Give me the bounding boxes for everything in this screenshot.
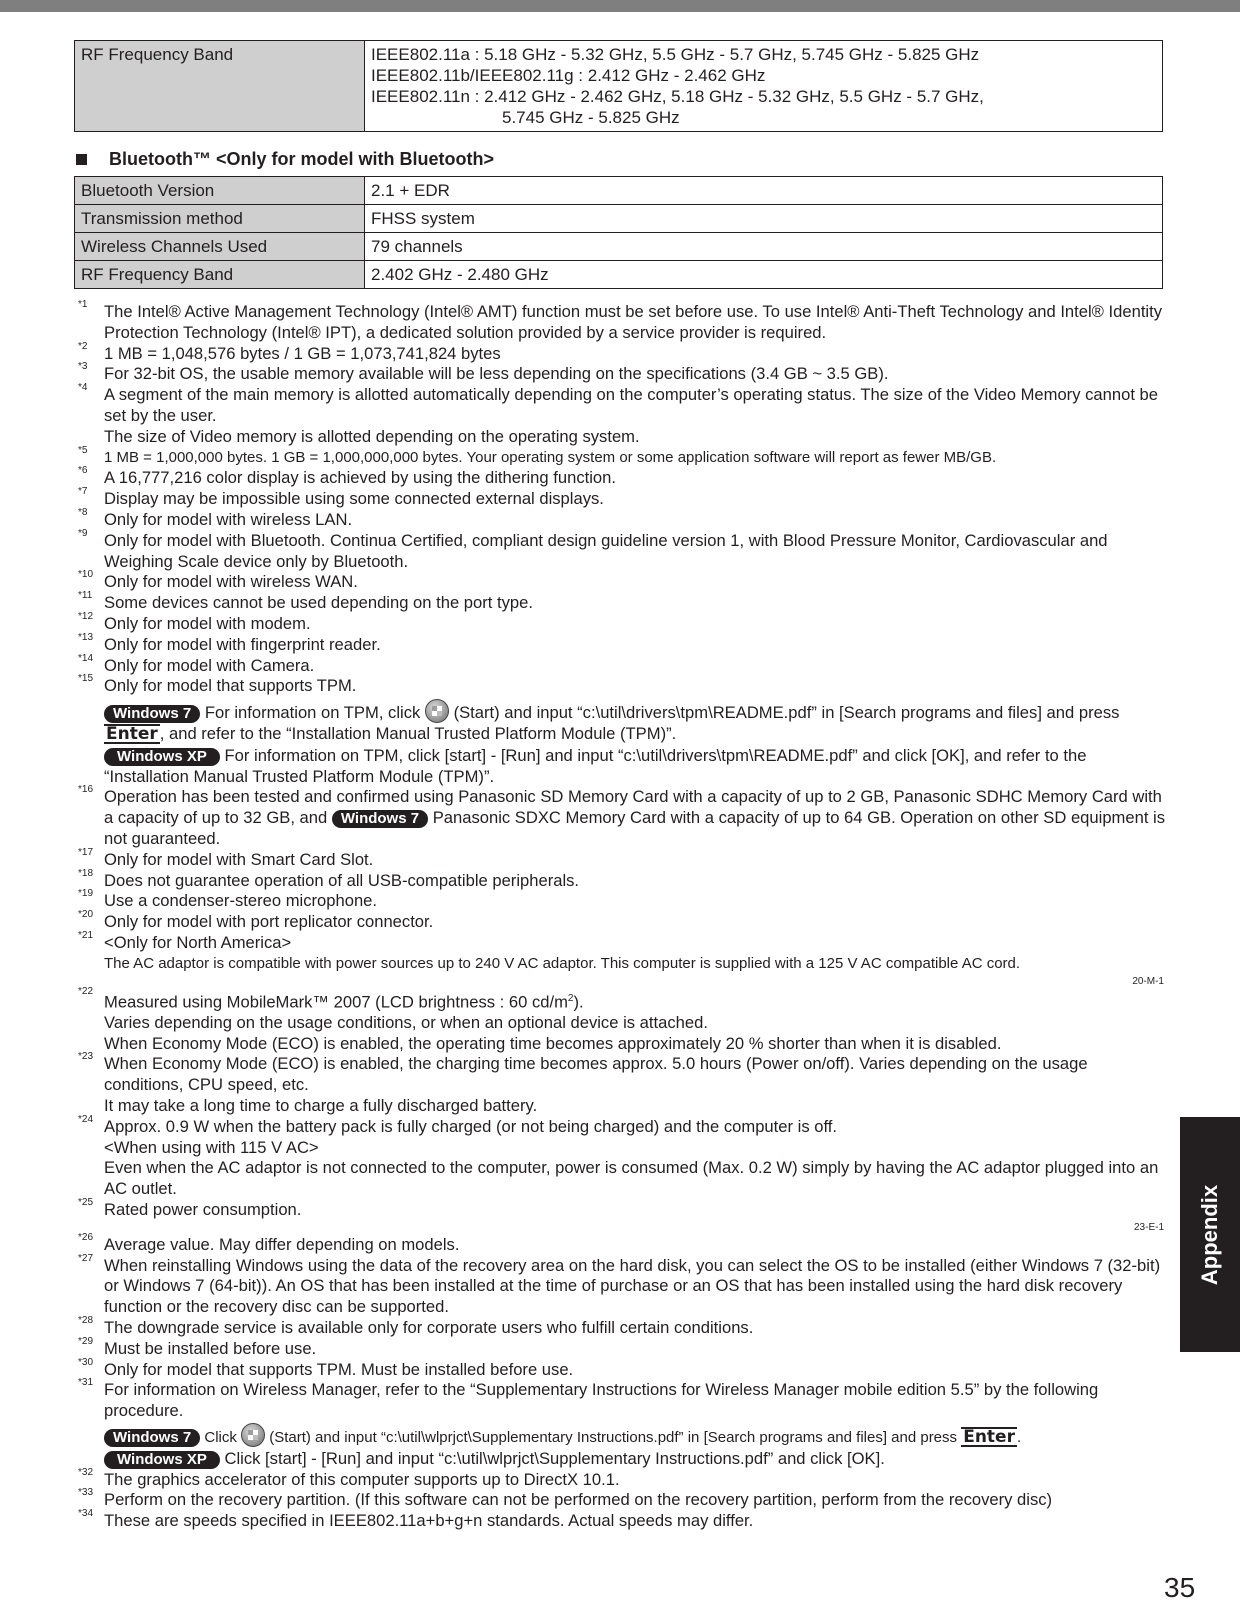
footnote-number: *2 <box>78 340 88 352</box>
footnote-text: The AC adaptor is compatible with power sources up to 240 V AC adaptor. This computer is supplied with a 125 V AC compatible AC cord. <box>104 954 1021 972</box>
footnote-number: *11 <box>78 590 93 602</box>
rf-band-line: 5.745 GHz - 5.825 GHz <box>502 108 680 127</box>
footnote-text: Only for model with port replicator connector. <box>104 912 434 932</box>
footnote <box>78 569 1168 593</box>
footnote-number: *6 <box>78 465 88 477</box>
spec-label: Bluetooth Version <box>75 177 365 205</box>
footnote <box>78 867 1168 892</box>
spec-label: Wireless Channels Used <box>75 233 365 261</box>
footnote-text: Must be installed before use. <box>104 1338 317 1358</box>
footnote <box>78 1113 1168 1200</box>
rf-band-line: IEEE802.11b/IEEE802.11g : 2.412 GHz - 2.462 GHz <box>371 66 766 85</box>
footnote <box>78 506 1168 531</box>
footnote-text: <Only for North America> <box>104 932 292 952</box>
footnote-text: The size of Video memory is allotted depending on the operating system. <box>104 426 640 446</box>
document-code: 23-E-1 <box>1133 1221 1164 1233</box>
footnote <box>78 382 1168 447</box>
footnote-text: When Economy Mode (ECO) is enabled, the charging time becomes approx. 5.0 hours (Power on/off). Varies depending on the usage conditions, CPU speed, etc. <box>104 1054 1088 1095</box>
footnote <box>78 361 1168 385</box>
footnote-text: <When using with 115 V AC> <box>104 1137 319 1157</box>
spec-label: RF Frequency Band <box>75 261 365 289</box>
footnote <box>78 1377 1168 1469</box>
table-row <box>75 261 1163 289</box>
footnote-number: *9 <box>78 527 88 539</box>
instruction-text: (Start) and input “c:\util\drivers\tpm\README.pdf” in [Search programs and files] and press <box>453 703 1120 723</box>
footnote <box>78 610 1168 635</box>
footnote-number: *28 <box>78 1314 94 1326</box>
spec-value: 2.402 GHz - 2.480 GHz <box>365 261 1163 289</box>
footnote-text: Does not guarantee operation of all USB-compatible peripherals. <box>104 870 580 890</box>
footnote <box>78 1051 1168 1116</box>
footnote-text: When Economy Mode (ECO) is enabled, the operating time becomes approximately 20 % shorter than when it is disabled. <box>104 1033 1002 1053</box>
footnote-text: ). <box>573 992 584 1012</box>
footnote-text: The Intel® Active Management Technology (Intel® AMT) function must be set before use. To use Intel® Anti-Theft Technology and Intel® Identity Protection Technology (Intel® IPT), a dedicated solution provided by a service provider is required. <box>104 302 1163 342</box>
footnote-number: *33 <box>78 1487 94 1499</box>
bluetooth-spec-table <box>74 176 1163 289</box>
footnote-text: A 16,777,216 color display is achieved by using the dithering function. <box>104 468 616 488</box>
footnote-text: Only for model with Bluetooth. Continua Certified, compliant design guideline version 1, with Blood Pressure Monitor, Cardiovascular and Weighing Scale device only by Bluetooth. <box>104 530 1108 571</box>
footnote-text: Approx. 0.9 W when the battery pack is fully charged (or not being charged) and the computer is off. <box>104 1116 837 1136</box>
footnote <box>78 888 1168 912</box>
footnote-number: *23 <box>78 1051 94 1063</box>
footnote-number: *26 <box>78 1231 94 1243</box>
section-heading-text: Bluetooth™ <Only for model with Bluetooth> <box>109 149 494 169</box>
footnote-number: *31 <box>78 1377 94 1389</box>
footnote-number: *18 <box>78 867 94 879</box>
table-row <box>75 177 1163 205</box>
footnote <box>78 590 1168 614</box>
footnote-number: *15 <box>78 673 94 685</box>
instruction-text: (Start) and input “c:\util\wlprjct\Supplementary Instructions.pdf” in [Search programs and files] and press <box>269 1428 958 1446</box>
footnote-text: Average value. May differ depending on models. <box>104 1234 460 1254</box>
footnote <box>78 784 1168 849</box>
footnote-number: *30 <box>78 1356 94 1368</box>
footnote <box>78 444 1168 469</box>
footnote-number: *3 <box>78 361 88 373</box>
footnote-text: Panasonic SDXC Memory Card with a capacity of up to 64 GB. Operation on other SD equipment is not guaranteed. <box>104 808 1166 848</box>
footnote-number: *25 <box>78 1197 94 1208</box>
footnote-number: *16 <box>78 784 94 796</box>
instruction-text: For information on TPM, click [start] - [Run] and input “c:\util\drivers\tpm\README.pdf” and click [OK], and refer to the “Installation Manual Trusted Platform Module (TPM)”. <box>104 745 1087 786</box>
footnote <box>78 1508 1168 1532</box>
windowsxp-instruction <box>104 1449 1168 1470</box>
footnote-text: Some devices cannot be used depending on the port type. <box>104 593 533 613</box>
footnote-text: Varies depending on the usage conditions, or when an optional device is attached. <box>104 1012 708 1032</box>
footnote-number: *27 <box>78 1252 94 1264</box>
wlan-spec-table <box>74 40 1163 132</box>
footnote-text: A segment of the main memory is allotted automatically depending on the computer’s operating status. The size of the Video Memory cannot be set by the user. <box>104 385 1158 425</box>
footnote <box>78 465 1168 489</box>
footnote-number: *4 <box>78 382 88 394</box>
footnote-text: 1 MB = 1,000,000 bytes. 1 GB = 1,000,000,000 bytes. Your operating system or some application software will report as fewer MB/GB. <box>104 448 997 466</box>
footnote-number: *24 <box>78 1113 94 1125</box>
document-code: 20-M-1 <box>1132 975 1164 987</box>
footnote <box>78 673 1168 787</box>
footnote-text: Only for model that supports TPM. Must be installed before use. <box>104 1359 574 1379</box>
footnote <box>78 1466 1168 1491</box>
footnote-number: *8 <box>78 506 88 518</box>
footnote-text: Only for model with modem. <box>104 613 311 633</box>
footnote-text: Only for model with wireless LAN. <box>104 509 353 529</box>
footnote <box>78 985 1168 1055</box>
footnote-text: Only for model with Smart Card Slot. <box>104 849 374 869</box>
footnote-text: Only for model with fingerprint reader. <box>104 634 381 654</box>
windows-7-badge: Windows 7 <box>104 705 200 723</box>
page-number: 35 <box>1164 1572 1196 1603</box>
footnote-number: *7 <box>78 486 88 498</box>
footnote <box>78 299 1168 344</box>
footnote-text: Only for model with wireless WAN. <box>104 572 358 592</box>
instruction-text: Click [start] - [Run] and input “c:\util\wlprjct\Supplementary Instructions.pdf” and click [OK]. <box>224 1448 885 1468</box>
footnote <box>78 1231 1168 1256</box>
windows7-instruction <box>104 1423 1168 1449</box>
windows-7-badge: Windows 7 <box>104 1429 200 1447</box>
footnote-text: Measured using MobileMark™ 2007 (LCD brightness : 60 cd/m <box>104 992 568 1012</box>
footnote <box>78 909 1168 933</box>
footnote <box>78 631 1168 656</box>
footnote-number: *5 <box>78 444 88 456</box>
footnote-text: Only for model with Camera. <box>104 655 315 675</box>
table-row <box>75 41 1163 132</box>
enter-key-icon: Enter <box>963 1426 1015 1447</box>
spec-label: RF Frequency Band <box>75 41 365 132</box>
footnote-number: *20 <box>78 909 94 921</box>
superscript: 2 <box>567 992 574 1004</box>
appendix-tab[interactable] <box>1180 1117 1240 1352</box>
footnote-text: The graphics accelerator of this computer supports up to DirectX 10.1. <box>104 1469 620 1489</box>
section-heading <box>76 149 494 170</box>
footnote <box>78 340 1168 365</box>
footnote-number: *34 <box>78 1508 94 1520</box>
footnote <box>78 1314 1168 1339</box>
windows-xp-badge: Windows XP <box>104 748 220 766</box>
footnote-number: *1 <box>78 299 88 310</box>
footnote-text: The downgrade service is available only for corporate users who fulfill certain conditions. <box>104 1317 754 1337</box>
spec-value <box>365 41 1163 132</box>
footnote <box>78 652 1168 677</box>
footnote-text: Rated power consumption. <box>104 1200 302 1219</box>
footnote <box>78 486 1168 510</box>
footnote-text: Operation has been tested and confirmed using Panasonic SD Memory Card with a capacity of up to 2 GB, Panasonic SDHC Memory Card with a capacity of up to 32 GB, and <box>104 787 1162 828</box>
instruction-text: , and refer to the “Installation Manual Trusted Platform Module (TPM)”. <box>159 723 677 743</box>
footnote-number: *13 <box>78 631 94 643</box>
spec-value: 2.1 + EDR <box>365 177 1163 205</box>
footnote-number: *29 <box>78 1335 94 1347</box>
footnote-text: For information on Wireless Manager, refer to the “Supplementary Instructions for Wireless Manager mobile edition 5.5” by the following procedure. <box>104 1380 1099 1421</box>
footnote <box>78 1487 1168 1511</box>
table-row <box>75 205 1163 233</box>
table-row <box>75 233 1163 261</box>
footnote-text: Perform on the recovery partition. (If this software can not be performed on the recovery partition, perform from the recovery disc) <box>104 1490 1053 1510</box>
spec-value: 79 channels <box>365 233 1163 261</box>
footnote-text: Only for model that supports TPM. <box>104 676 357 696</box>
footnote-number: *22 <box>78 985 94 997</box>
instruction-text: . <box>1016 1428 1022 1446</box>
enter-key-icon: Enter <box>106 723 158 744</box>
appendix-tab-label: Appendix <box>1197 1184 1222 1285</box>
top-bar <box>0 0 1240 12</box>
footnote <box>78 1197 1168 1235</box>
footnote-text: Even when the AC adaptor is not connected to the computer, power is consumed (Max. 0.2 W) simply by having the AC adaptor plugged into an AC outlet. <box>104 1158 1159 1199</box>
footnote-text: It may take a long time to charge a fully discharged battery. <box>104 1096 538 1116</box>
footnote-text: These are speeds specified in IEEE802.11a+b+g+n standards. Actual speeds may differ. <box>104 1511 754 1531</box>
footnote-number: *14 <box>78 652 94 664</box>
footnote-text: Use a condenser-stereo microphone. <box>104 891 378 911</box>
rf-band-line: IEEE802.11n : 2.412 GHz - 2.462 GHz, 5.18 GHz - 5.32 GHz, 5.5 GHz - 5.7 GHz, <box>371 87 984 106</box>
spec-value: FHSS system <box>365 205 1163 233</box>
windows-start-icon <box>241 1423 265 1447</box>
footnote-text: Display may be impossible using some connected external displays. <box>104 489 604 509</box>
footnote-text: For 32-bit OS, the usable memory available will be less depending on the specifications (3.4 GB ~ 3.5 GB). <box>104 364 889 384</box>
footnote-text: 1 MB = 1,048,576 bytes / 1 GB = 1,073,741,824 bytes <box>104 343 501 363</box>
windows-start-icon <box>425 699 449 723</box>
footnote-number: *21 <box>78 929 94 941</box>
footnote <box>78 1252 1168 1318</box>
footnote-number: *32 <box>78 1466 94 1478</box>
footnote <box>78 1356 1168 1381</box>
footnote <box>78 929 1168 989</box>
footnote-number: *19 <box>78 888 94 900</box>
footnote-number: *10 <box>78 569 94 581</box>
footnote <box>78 846 1168 871</box>
spec-label: Transmission method <box>75 205 365 233</box>
footnote-text: When reinstalling Windows using the data of the recovery area on the hard disk, you can select the OS to be installed (either Windows 7 (32-bit) or Windows 7 (64-bit)). An OS that has been installed at the time of purchase or an OS that has been installed using the hard disk recovery function or the recovery disc can be supported. <box>104 1255 1161 1317</box>
windows-xp-badge: Windows XP <box>104 1451 220 1469</box>
windows7-instruction <box>104 699 1168 745</box>
footnotes <box>78 299 1168 1532</box>
footnote-number: *12 <box>78 610 94 622</box>
footnote <box>78 527 1168 573</box>
instruction-text: Click <box>204 1428 237 1446</box>
instruction-text: For information on TPM, click <box>204 703 421 723</box>
windowsxp-instruction <box>104 746 1168 788</box>
footnote <box>78 1335 1168 1360</box>
square-bullet-icon <box>76 154 87 165</box>
windows-7-badge: Windows 7 <box>332 810 428 828</box>
rf-band-line: IEEE802.11a : 5.18 GHz - 5.32 GHz, 5.5 GHz - 5.7 GHz, 5.745 GHz - 5.825 GHz <box>371 45 980 64</box>
footnote-number: *17 <box>78 846 94 858</box>
